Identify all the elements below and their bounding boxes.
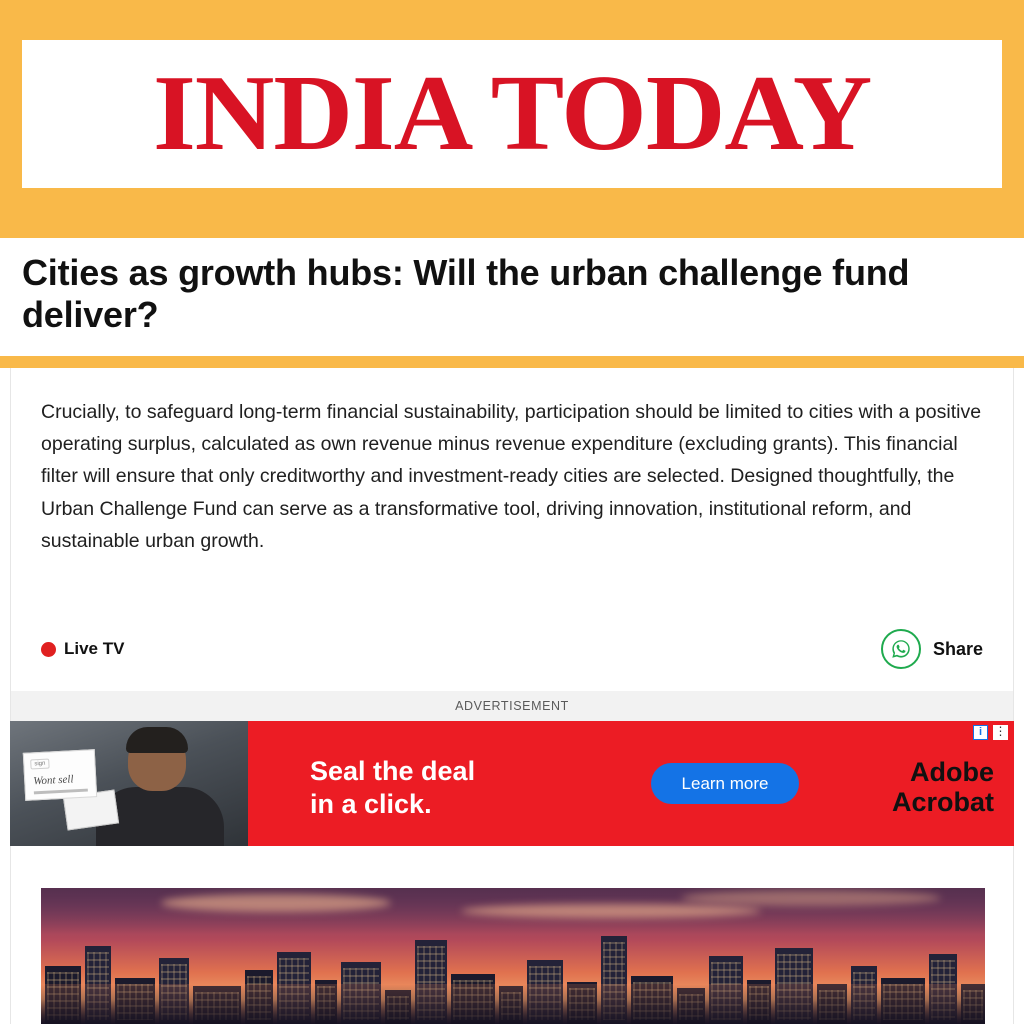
ad-person-hair bbox=[126, 727, 188, 753]
headline-area bbox=[0, 238, 1024, 356]
cloud-shape bbox=[461, 904, 761, 918]
ad-banner[interactable] bbox=[10, 721, 1014, 846]
ad-headline bbox=[310, 755, 475, 821]
cloud-shape bbox=[161, 894, 391, 912]
article-paragraph: Crucially, to safeguard long-term financial sustainability, participation should be limited to cities with a positive operating surplus, calculated as own revenue minus revenue expenditure (excluding grants). This financial filter will ensure that only creditworthy and investment-ready cities are selected. Designed thoughtfully, the Urban Challenge Fund can serve as a transformative tool, driving innovation, institutional reform, and sustainable urban growth. bbox=[41, 401, 982, 552]
story-image-section bbox=[10, 846, 1014, 1024]
cloud-shape bbox=[681, 890, 941, 906]
site-logo-plate[interactable] bbox=[22, 40, 1002, 188]
share-control[interactable] bbox=[881, 629, 983, 669]
ad-brand-line-1: Adobe bbox=[910, 757, 994, 787]
live-tv-button[interactable] bbox=[41, 639, 124, 659]
header-divider bbox=[0, 356, 1024, 368]
page-title: Cities as growth hubs: Will the urban challenge fund deliver? bbox=[22, 252, 910, 335]
ad-document-badge: sign bbox=[30, 759, 50, 770]
ad-document-signature: Wont sell bbox=[32, 773, 74, 788]
ad-learn-more-button[interactable]: Learn more bbox=[651, 763, 799, 804]
ad-options-kebab-icon[interactable]: ⋮ bbox=[994, 724, 1007, 738]
india-today-logo[interactable]: INDIA TODAY bbox=[152, 54, 872, 173]
ad-document-line bbox=[34, 789, 88, 795]
live-tv-label: Live TV bbox=[64, 639, 125, 658]
story-image[interactable] bbox=[41, 888, 985, 1024]
ad-photo bbox=[10, 721, 248, 846]
ad-brand-line-2: Acrobat bbox=[891, 787, 994, 818]
ad-controls[interactable] bbox=[973, 725, 1008, 740]
live-indicator-icon bbox=[41, 642, 56, 657]
site-header-band bbox=[0, 0, 1024, 238]
advertisement-label: ADVERTISEMENT bbox=[455, 699, 569, 713]
article-toolbar bbox=[41, 629, 983, 669]
whatsapp-icon[interactable] bbox=[881, 629, 921, 669]
foreground-haze bbox=[41, 984, 985, 1024]
share-label[interactable]: Share bbox=[932, 638, 983, 659]
ad-info-icon[interactable]: i bbox=[973, 725, 988, 740]
ad-document-prop bbox=[23, 749, 97, 801]
ad-headline-line-1: Seal the deal bbox=[310, 756, 476, 786]
ad-headline-line-2: in a click. bbox=[310, 788, 432, 819]
article-body-card bbox=[10, 368, 1014, 691]
advertisement-label-row bbox=[10, 691, 1014, 721]
ad-brand bbox=[892, 757, 994, 817]
